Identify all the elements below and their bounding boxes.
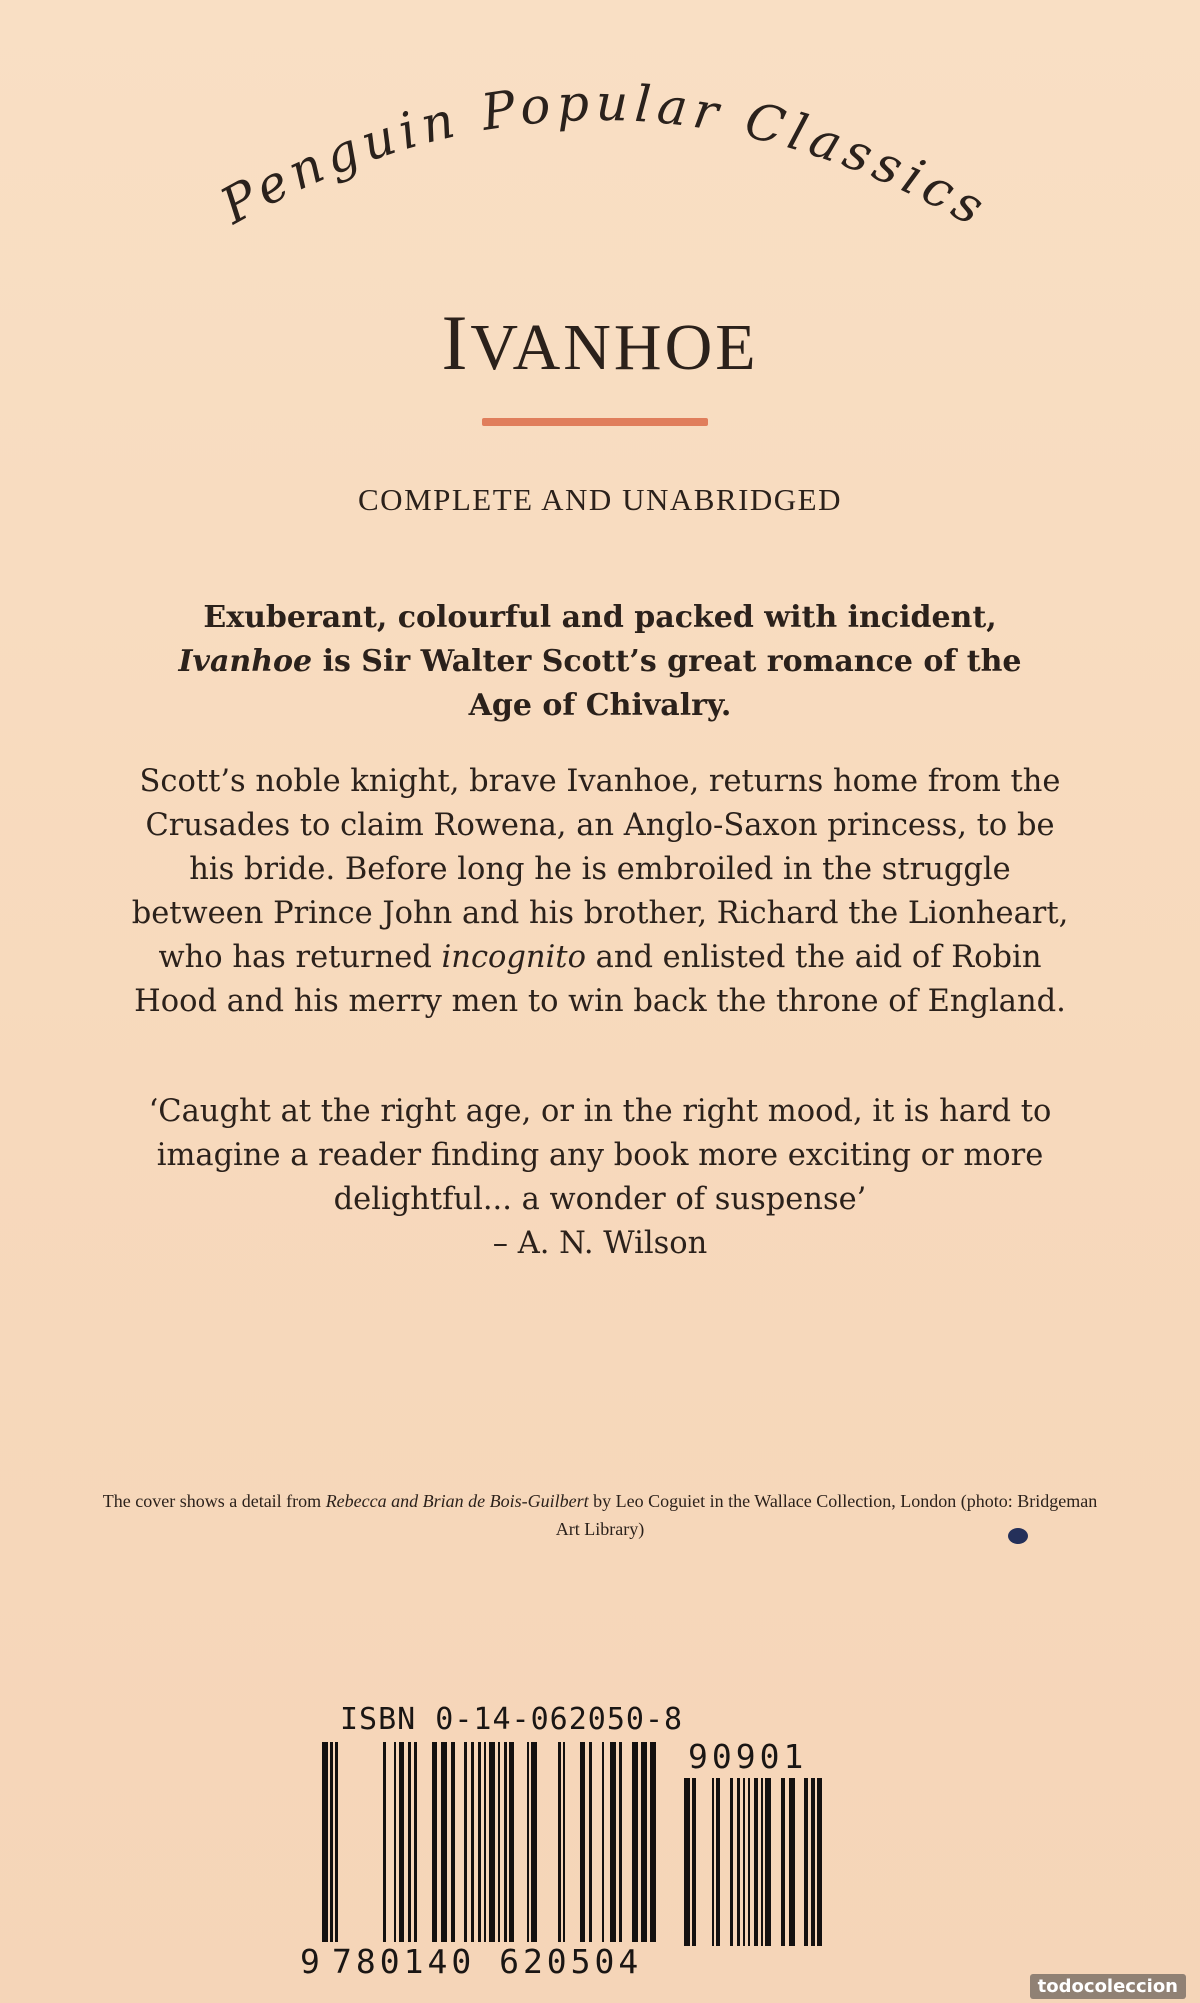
barcode-addon-bar xyxy=(761,1778,763,1946)
barcode-bar xyxy=(489,1742,495,1942)
barcode-bar xyxy=(464,1742,467,1942)
barcode-bar xyxy=(408,1742,411,1942)
barcode-addon-bar xyxy=(692,1778,696,1946)
barcode-addon-bar xyxy=(684,1778,690,1946)
barcode-bar xyxy=(610,1742,616,1942)
barcode-addon-bar xyxy=(712,1778,714,1946)
edition-subtitle: COMPLETE AND UNABRIDGED xyxy=(358,482,842,517)
barcode-bar xyxy=(441,1742,447,1942)
ink-dot-mark xyxy=(1008,1528,1028,1544)
barcode-bar xyxy=(471,1742,474,1942)
series-arc-svg xyxy=(0,0,1200,300)
barcode-addon-bar xyxy=(748,1778,750,1946)
barcode-addon-bar xyxy=(817,1778,822,1946)
barcode-bar xyxy=(558,1742,561,1942)
barcode-bar xyxy=(632,1742,638,1942)
barcode-addon-bar xyxy=(781,1778,785,1946)
barcode-bar xyxy=(335,1742,338,1942)
barcode-bar xyxy=(509,1742,514,1942)
barcode-addon-bar xyxy=(743,1778,745,1946)
barcode-first-digit: 9 xyxy=(300,1942,324,1981)
watermark-logo: todocoleccion xyxy=(1030,1974,1186,1999)
cover-credit: The cover shows a detail from Rebecca and Brian de Bois-Guilbert by Leo Coguiet in the Wallace Collection, London (photo: Bridgeman Art Library) xyxy=(102,1491,1098,1539)
barcode-bar xyxy=(527,1742,529,1942)
barcode-addon-bar xyxy=(765,1778,771,1946)
barcode-addon-bar xyxy=(730,1778,733,1946)
lead-paragraph: Exuberant, colourful and packed with incident, Ivanhoe is Sir Walter Scott’s great romance of the Age of Chivalry. xyxy=(178,600,1022,723)
barcode-bar xyxy=(619,1742,622,1942)
barcode-bar xyxy=(504,1742,507,1942)
addon-digits: 90901 xyxy=(688,1737,808,1776)
barcode-main-icon xyxy=(320,1742,662,1947)
review-quote: ‘Caught at the right age, or in the right mood, it is hard to imagine a reader finding any book more exciting or more delightful... a wonder of suspense’ – A. N. Wilson xyxy=(130,1090,1070,1266)
barcode-addon-bar xyxy=(804,1778,808,1946)
barcode-addon-bar xyxy=(789,1778,795,1946)
quote-attribution: – A. N. Wilson xyxy=(492,1226,708,1261)
barcode-digits: 780140 620504 xyxy=(332,1942,643,1981)
barcode-bar xyxy=(580,1742,585,1942)
barcode-bar xyxy=(383,1742,386,1942)
barcode-bar xyxy=(484,1742,486,1942)
barcode-addon-bar xyxy=(754,1778,758,1946)
barcode-bar xyxy=(641,1742,647,1942)
title-divider xyxy=(482,418,708,426)
barcode-bar xyxy=(563,1742,565,1942)
barcode-bar xyxy=(394,1742,396,1942)
isbn-label: ISBN 0-14-062050-8 xyxy=(340,1702,684,1737)
barcode-addon-bar xyxy=(737,1778,740,1946)
barcode-addon-icon xyxy=(682,1778,842,1948)
barcode-addon-bar xyxy=(716,1778,720,1946)
series-name: Penguin Popular Classics xyxy=(211,73,999,240)
barcode-bar xyxy=(414,1742,417,1942)
barcode-bar xyxy=(330,1742,333,1942)
barcode-bar xyxy=(451,1742,455,1942)
barcode-bar xyxy=(399,1742,404,1942)
barcode-bar xyxy=(589,1742,592,1942)
barcode-bar xyxy=(498,1742,500,1942)
book-title: IVANHOE xyxy=(441,299,759,386)
barcode-addon-bar xyxy=(811,1778,815,1946)
barcode-bar xyxy=(322,1742,328,1942)
barcode-bar xyxy=(650,1742,656,1942)
synopsis-paragraph: Scott’s noble knight, brave Ivanhoe, returns home from the Crusades to claim Rowena, an Anglo-Saxon princess, to be his bride. Before long he is embroiled in the struggle between Prince John and his brother, Richard the Lionheart, who has returned incognito and enlisted the aid of Robin Hood and his merry men to win back the throne of England. xyxy=(131,764,1069,1019)
barcode-bar xyxy=(602,1742,604,1942)
barcode-bar xyxy=(432,1742,437,1942)
barcode-bar xyxy=(478,1742,481,1942)
barcode-bar xyxy=(531,1742,537,1942)
